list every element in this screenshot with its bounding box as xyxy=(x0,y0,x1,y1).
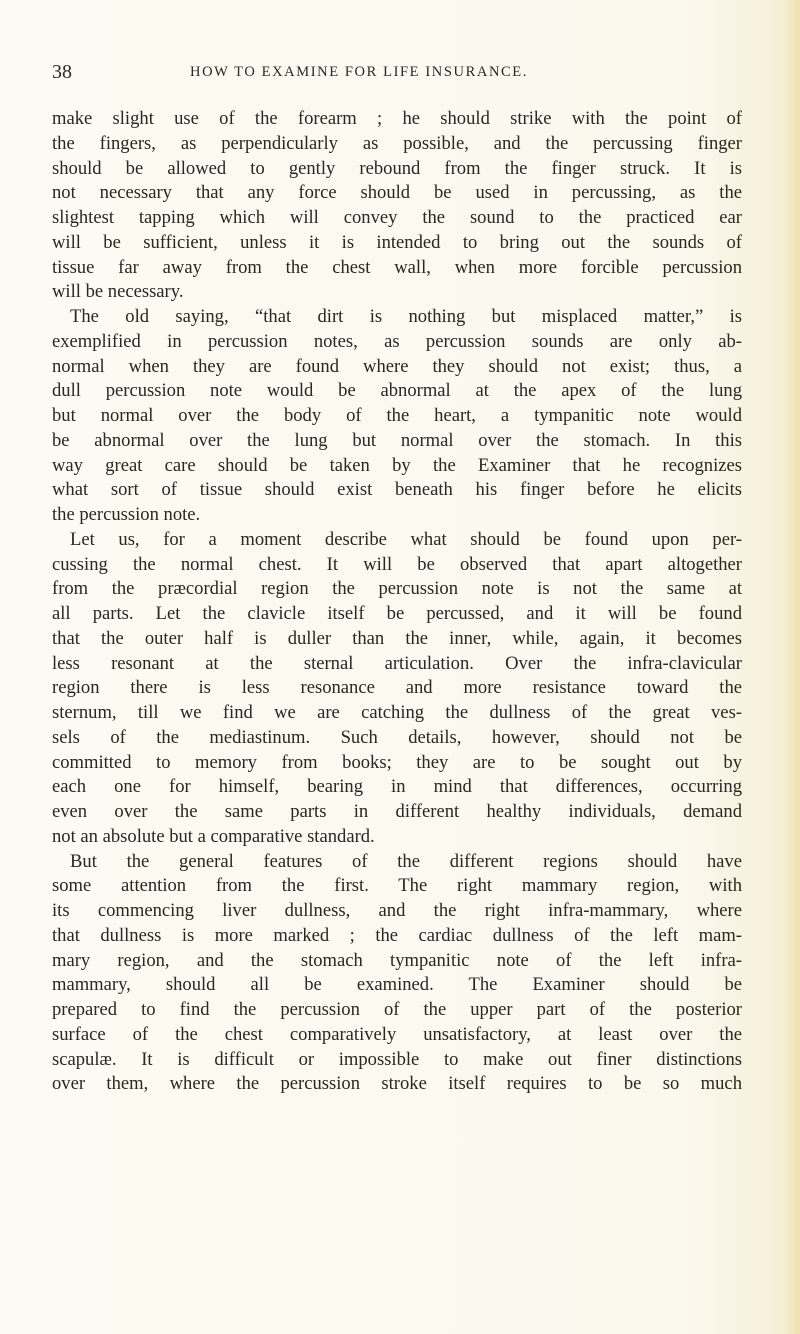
text-line: that dullness is more marked ; the cardiac dullness of the left mam- xyxy=(52,924,742,946)
text-line: Let us, for a moment describe what should be found upon per- xyxy=(70,528,742,550)
text-line: normal when they are found where they should not exist; thus, a xyxy=(52,355,742,377)
body-text xyxy=(52,107,742,1097)
text-line: some attention from the first. The right mammary region, with xyxy=(52,875,742,897)
text-line: will be necessary. xyxy=(52,281,184,303)
text-line: exemplified in percussion notes, as percussion sounds are only ab- xyxy=(52,330,742,352)
paragraph xyxy=(52,528,742,850)
text-line: prepared to find the percussion of the upper part of the posterior xyxy=(52,999,742,1020)
text-line: will be sufficient, unless it is intended to bring out the sounds of xyxy=(52,231,742,253)
text-line: less resonant at the sternal articulation. Over the infra-clavicular xyxy=(52,652,742,674)
text-line: scapulæ. It is difficult or impossible to make out finer distinctions xyxy=(52,1048,742,1070)
text-line: should be allowed to gently rebound from the finger struck. It is xyxy=(52,157,742,179)
text-line: tissue far away from the chest wall, when more forcible percussion xyxy=(52,256,742,278)
text-line: committed to memory from books; they are to be sought out by xyxy=(52,751,742,773)
paragraph xyxy=(52,305,742,528)
page-edge-shading xyxy=(786,0,800,1334)
text-line: be abnormal over the lung but normal over the stomach. In this xyxy=(52,429,742,451)
text-line: mary region, and the stomach tympanitic note of the left infra- xyxy=(52,949,742,971)
text-line: sternum, till we find we are catching the dullness of the great ves- xyxy=(52,702,742,723)
text-line: each one for himself, bearing in mind that differences, occurring xyxy=(52,776,742,798)
text-line: even over the same parts in different healthy individuals, demand xyxy=(52,801,742,822)
text-line: make slight use of the forearm ; he should strike with the point of xyxy=(52,108,742,129)
text-line: way great care should be taken by the Examiner that he recognizes xyxy=(52,454,742,476)
text-line: its commencing liver dullness, and the right infra-mammary, where xyxy=(52,900,742,921)
text-line: The old saying, “that dirt is nothing but misplaced matter,” is xyxy=(70,306,742,327)
text-line: all parts. Let the clavicle itself be percussed, and it will be found xyxy=(52,603,742,624)
text-line: but normal over the body of the heart, a tympanitic note would xyxy=(52,405,742,426)
text-line: sels of the mediastinum. Such details, however, should not be xyxy=(52,726,742,748)
page-number: 38 xyxy=(52,61,72,83)
text-line: from the præcordial region the percussion note is not the same at xyxy=(52,578,742,600)
running-title: HOW TO EXAMINE FOR LIFE INSURANCE. xyxy=(190,64,528,80)
text-line: mammary, should all be examined. The Examiner should be xyxy=(52,974,742,996)
text-line: what sort of tissue should exist beneath his finger before he elicits xyxy=(52,479,742,501)
paragraph xyxy=(52,107,742,305)
text-line: cussing the normal chest. It will be observed that apart altogether xyxy=(52,553,742,575)
text-line: the percussion note. xyxy=(52,504,201,525)
page-header xyxy=(52,60,752,84)
text-line: over them, where the percussion stroke itself requires to be so much xyxy=(52,1073,742,1095)
text-line: not necessary that any force should be used in percussing, as the xyxy=(52,182,742,204)
text-line: slightest tapping which will convey the sound to the practiced ear xyxy=(52,207,742,228)
paragraph xyxy=(52,850,742,1098)
text-line: region there is less resonance and more resistance toward the xyxy=(52,677,742,699)
text-line: not an absolute but a comparative standard. xyxy=(52,825,375,847)
text-line: dull percussion note would be abnormal at the apex of the lung xyxy=(52,380,742,402)
text-line: But the general features of the different regions should have xyxy=(70,850,742,872)
text-line: surface of the chest comparatively unsatisfactory, at least over the xyxy=(52,1023,742,1045)
text-line: that the outer half is duller than the inner, while, again, it becomes xyxy=(52,627,742,649)
text-line: the fingers, as perpendicularly as possible, and the percussing finger xyxy=(52,132,742,154)
